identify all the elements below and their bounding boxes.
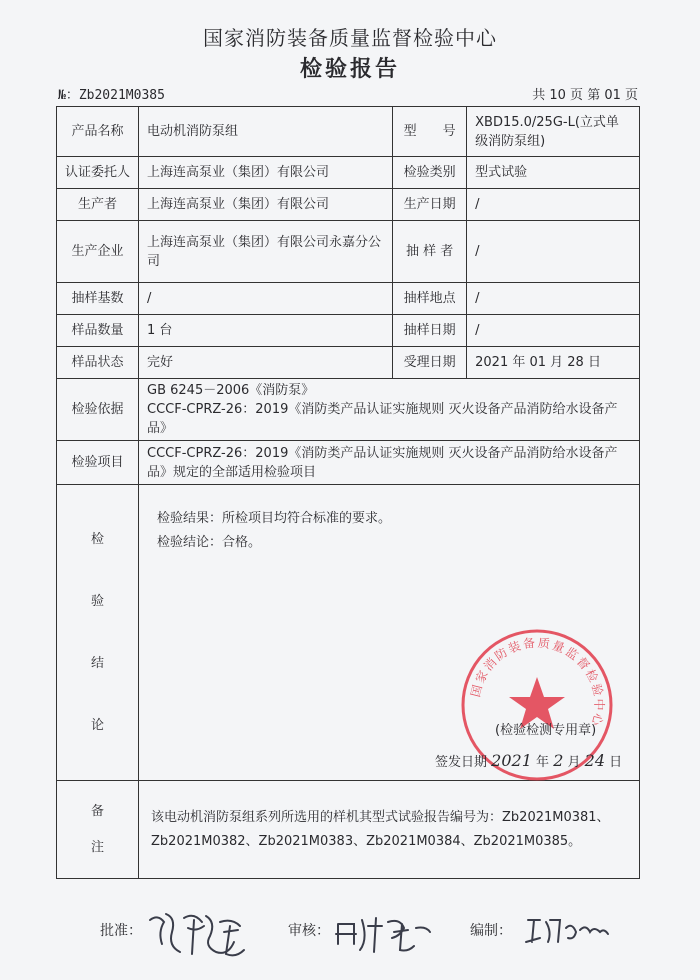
value-sample-base: / xyxy=(139,283,393,315)
label-product-name: 产品名称 xyxy=(57,107,139,157)
value-production-date: / xyxy=(467,189,640,221)
value-test-type: 型式试验 xyxy=(467,157,640,189)
value-sample-qty: 1 台 xyxy=(139,315,393,347)
basis-line-1: GB 6245－2006《消防泵》 xyxy=(147,383,315,398)
review-label: 审核： xyxy=(288,923,330,939)
conclusion-text xyxy=(157,507,391,555)
report-number: №：Zb2021M0385 xyxy=(58,88,165,103)
sign-date-year: 2021 xyxy=(491,751,532,770)
remarks-label-char: 注 xyxy=(91,840,105,856)
value-accept-date: 2021 年 01 月 28 日 xyxy=(467,347,640,379)
value-product-name: 电动机消防泵组 xyxy=(139,107,393,157)
sign-date-prefix: 签发日期 xyxy=(435,755,488,770)
report-org: 国家消防装备质量监督检验中心 xyxy=(203,26,497,50)
label-factory: 生产企业 xyxy=(57,221,139,283)
value-sample-state: 完好 xyxy=(139,347,393,379)
sign-date xyxy=(435,751,622,772)
sign-date-year-suffix: 年 xyxy=(536,755,550,770)
label-sample-base: 抽样基数 xyxy=(57,283,139,315)
conclusion-label-char: 检 xyxy=(91,532,105,548)
basis-line-2: CCCF-CPRZ-26：2019《消防类产品认证实施规则 灭火设备产品消防给水设备产品》 xyxy=(147,402,618,436)
sign-date-day: 24 xyxy=(584,751,606,770)
label-production-date: 生产日期 xyxy=(393,189,467,221)
value-manufacturer: 上海连高泵业（集团）有限公司 xyxy=(139,189,393,221)
report-table xyxy=(56,106,640,879)
label-sample-state: 样品状态 xyxy=(57,347,139,379)
label-sample-place: 抽样地点 xyxy=(393,283,467,315)
label-sample-qty: 样品数量 xyxy=(57,315,139,347)
conclusion-verdict: 检验结论：合格。 xyxy=(157,535,262,550)
sign-date-day-suffix: 日 xyxy=(609,755,623,770)
stamp-ring-text: 国家消防装备质量监督检验中心 xyxy=(468,635,607,729)
conclusion-label-char: 结 xyxy=(91,655,105,671)
value-factory: 上海连高泵业（集团）有限公司永嘉分公司 xyxy=(139,221,393,283)
page-info: 共 10 页 第 01 页 xyxy=(532,88,638,103)
conclusion-cell xyxy=(139,485,640,781)
conclusion-label-char: 论 xyxy=(91,717,105,733)
value-basis xyxy=(139,379,640,441)
label-items: 检验项目 xyxy=(57,441,139,485)
label-accept-date: 受理日期 xyxy=(393,347,467,379)
value-model: XBD15.0/25G-L(立式单级消防泵组) xyxy=(467,107,640,157)
value-sample-place: / xyxy=(467,283,640,315)
label-manufacturer: 生产者 xyxy=(57,189,139,221)
label-sampler: 抽 样 者 xyxy=(393,221,467,283)
remarks-label-char: 备 xyxy=(91,803,105,819)
label-client: 认证委托人 xyxy=(57,157,139,189)
conclusion-label-char: 验 xyxy=(91,594,105,610)
value-sampler: / xyxy=(467,221,640,283)
label-remarks xyxy=(57,781,139,879)
approve-label: 批准： xyxy=(100,923,142,939)
value-sample-date: / xyxy=(467,315,640,347)
sign-date-month-suffix: 月 xyxy=(567,755,581,770)
compile-label: 编制： xyxy=(470,923,512,939)
compile-signature xyxy=(522,910,622,950)
value-client: 上海连高泵业（集团）有限公司 xyxy=(139,157,393,189)
value-items: CCCF-CPRZ-26：2019《消防类产品认证实施规则 灭火设备产品消防给水设备产品》规定的全部适用检验项目 xyxy=(139,441,640,485)
report-title: 检验报告 xyxy=(299,57,400,82)
stamp-label: (检验检测专用章) xyxy=(495,723,597,738)
label-test-type: 检验类别 xyxy=(393,157,467,189)
label-sample-date: 抽样日期 xyxy=(393,315,467,347)
approve-signature xyxy=(144,906,254,962)
conclusion-result: 检验结果：所检项目均符合标准的要求。 xyxy=(157,511,392,526)
sign-date-month: 2 xyxy=(553,751,564,770)
label-model: 型 号 xyxy=(393,107,467,157)
value-remarks: 该电动机消防泵组系列所选用的样机其型式试验报告编号为：Zb2021M0381、Zb2021M0382、Zb2021M0383、Zb2021M0384、Zb2021M0385。 xyxy=(139,781,640,879)
review-signature xyxy=(332,912,442,956)
label-basis: 检验依据 xyxy=(57,379,139,441)
label-conclusion xyxy=(57,485,139,781)
